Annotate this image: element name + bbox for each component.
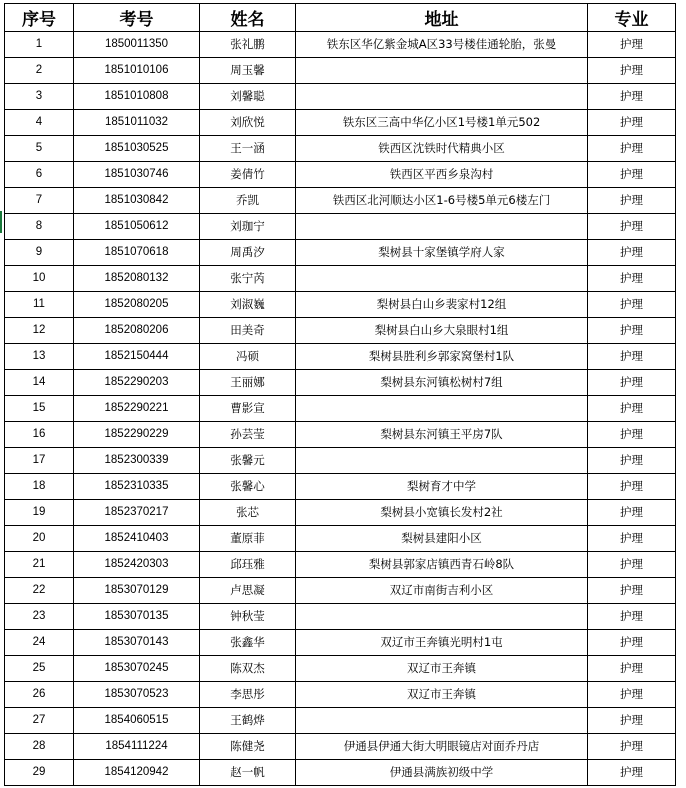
cell-major[interactable]: 护理: [588, 318, 676, 344]
cell-seq[interactable]: 24: [5, 630, 74, 656]
cell-major[interactable]: 护理: [588, 240, 676, 266]
cell-exam-no[interactable]: 1852080206: [74, 318, 200, 344]
cell-major[interactable]: 护理: [588, 552, 676, 578]
cell-address[interactable]: 双辽市南街吉利小区: [296, 578, 588, 604]
cell-name[interactable]: 张芯: [200, 500, 296, 526]
table-row: [5, 448, 676, 474]
cell-major[interactable]: 护理: [588, 136, 676, 162]
cell-name[interactable]: 张馨心: [200, 474, 296, 500]
cell-exam-no[interactable]: 1851050612: [74, 214, 200, 240]
cell-major[interactable]: 护理: [588, 162, 676, 188]
cell-address[interactable]: 双辽市王奔镇: [296, 682, 588, 708]
cell-address[interactable]: 梨树县白山乡大泉眼村1组: [296, 318, 588, 344]
cell-address[interactable]: 铁西区平西乡泉沟村: [296, 162, 588, 188]
cell-major[interactable]: 护理: [588, 526, 676, 552]
cell-name[interactable]: 卢思凝: [200, 578, 296, 604]
cell-name[interactable]: 邱珏雅: [200, 552, 296, 578]
header-row: [5, 4, 676, 32]
cell-address[interactable]: [296, 214, 588, 240]
cell-seq[interactable]: 16: [5, 422, 74, 448]
cell-seq[interactable]: 18: [5, 474, 74, 500]
cell-exam-no[interactable]: 1850011350: [74, 32, 200, 58]
cell-exam-no[interactable]: 1853070129: [74, 578, 200, 604]
cell-major[interactable]: 护理: [588, 474, 676, 500]
cell-exam-no[interactable]: 1853070523: [74, 682, 200, 708]
cell-seq[interactable]: 23: [5, 604, 74, 630]
cell-seq[interactable]: 17: [5, 448, 74, 474]
cell-seq[interactable]: 3: [5, 84, 74, 110]
cell-seq[interactable]: 5: [5, 136, 74, 162]
table-row: [5, 760, 676, 786]
cell-exam-no[interactable]: 1852300339: [74, 448, 200, 474]
cell-major[interactable]: 护理: [588, 760, 676, 786]
cell-exam-no[interactable]: 1852290229: [74, 422, 200, 448]
table-body: [5, 32, 676, 786]
cell-seq[interactable]: 13: [5, 344, 74, 370]
cell-address[interactable]: 梨树县小宽镇长发村2社: [296, 500, 588, 526]
cell-name[interactable]: 冯硕: [200, 344, 296, 370]
cell-exam-no[interactable]: 1851010106: [74, 58, 200, 84]
table-row: [5, 136, 676, 162]
cell-name[interactable]: 刘欣悦: [200, 110, 296, 136]
cell-seq[interactable]: 11: [5, 292, 74, 318]
table-row: [5, 266, 676, 292]
cell-exam-no[interactable]: 1851010808: [74, 84, 200, 110]
table-row: [5, 370, 676, 396]
cell-name[interactable]: 陈双杰: [200, 656, 296, 682]
table-row: [5, 552, 676, 578]
table-row: [5, 344, 676, 370]
cell-name[interactable]: 王丽娜: [200, 370, 296, 396]
cell-exam-no[interactable]: 1851030746: [74, 162, 200, 188]
cell-name[interactable]: 周玉馨: [200, 58, 296, 84]
cell-name[interactable]: 曹影宣: [200, 396, 296, 422]
cell-major[interactable]: 护理: [588, 32, 676, 58]
table-row: [5, 214, 676, 240]
student-table: [4, 3, 676, 786]
cell-name[interactable]: 董原菲: [200, 526, 296, 552]
cell-exam-no[interactable]: 1852370217: [74, 500, 200, 526]
cell-address[interactable]: 梨树县十家堡镇学府人家: [296, 240, 588, 266]
cell-seq[interactable]: 20: [5, 526, 74, 552]
header-seq[interactable]: 序号: [5, 4, 74, 32]
cell-major[interactable]: 护理: [588, 110, 676, 136]
table-row: [5, 396, 676, 422]
cell-exam-no[interactable]: 1852310335: [74, 474, 200, 500]
cell-address[interactable]: 梨树县东河镇王平房7队: [296, 422, 588, 448]
cell-address[interactable]: 梨树县建阳小区: [296, 526, 588, 552]
header-address[interactable]: 地址: [296, 4, 588, 32]
table-row: [5, 500, 676, 526]
cell-seq[interactable]: 9: [5, 240, 74, 266]
cell-exam-no[interactable]: 1853070135: [74, 604, 200, 630]
header-name[interactable]: 姓名: [200, 4, 296, 32]
table-row: [5, 656, 676, 682]
cell-major[interactable]: 护理: [588, 448, 676, 474]
cell-name[interactable]: 刘馨聪: [200, 84, 296, 110]
cell-address[interactable]: [296, 84, 588, 110]
cell-name[interactable]: 孙芸莹: [200, 422, 296, 448]
cell-seq[interactable]: 28: [5, 734, 74, 760]
cell-major[interactable]: 护理: [588, 734, 676, 760]
cell-seq[interactable]: 2: [5, 58, 74, 84]
cell-seq[interactable]: 25: [5, 656, 74, 682]
cell-address[interactable]: 梨树育才中学: [296, 474, 588, 500]
cell-major[interactable]: 护理: [588, 422, 676, 448]
cell-address[interactable]: [296, 448, 588, 474]
cell-seq[interactable]: 19: [5, 500, 74, 526]
cell-address[interactable]: 双辽市王奔镇光明村1屯: [296, 630, 588, 656]
cell-exam-no[interactable]: 1852080132: [74, 266, 200, 292]
cell-major[interactable]: 护理: [588, 58, 676, 84]
cell-exam-no[interactable]: 1853070245: [74, 656, 200, 682]
table-row: [5, 32, 676, 58]
cell-name[interactable]: 赵一帆: [200, 760, 296, 786]
cell-major[interactable]: 护理: [588, 344, 676, 370]
cell-exam-no[interactable]: 1854120942: [74, 760, 200, 786]
cell-major[interactable]: 护理: [588, 266, 676, 292]
cell-exam-no[interactable]: 1851070618: [74, 240, 200, 266]
cell-name[interactable]: 张礼鹏: [200, 32, 296, 58]
cell-name[interactable]: 钟秋莹: [200, 604, 296, 630]
table-row: [5, 318, 676, 344]
cell-name[interactable]: 张鑫华: [200, 630, 296, 656]
cell-exam-no[interactable]: 1852080205: [74, 292, 200, 318]
cell-seq[interactable]: 10: [5, 266, 74, 292]
cell-name[interactable]: 陈健尧: [200, 734, 296, 760]
cell-address[interactable]: 梨树县白山乡裴家村12组: [296, 292, 588, 318]
cell-seq[interactable]: 12: [5, 318, 74, 344]
cell-major[interactable]: 护理: [588, 682, 676, 708]
table-row: [5, 162, 676, 188]
cell-major[interactable]: 护理: [588, 500, 676, 526]
cell-seq[interactable]: 29: [5, 760, 74, 786]
cell-address[interactable]: 伊通县伊通大街大明眼镜店对面乔丹店: [296, 734, 588, 760]
cell-major[interactable]: 护理: [588, 292, 676, 318]
cell-address[interactable]: [296, 396, 588, 422]
cell-major[interactable]: 护理: [588, 604, 676, 630]
cell-name[interactable]: 田美奇: [200, 318, 296, 344]
cell-seq[interactable]: 6: [5, 162, 74, 188]
cell-seq[interactable]: 27: [5, 708, 74, 734]
cell-name[interactable]: 周禹汐: [200, 240, 296, 266]
cell-name[interactable]: 张宁芮: [200, 266, 296, 292]
cell-exam-no[interactable]: 1852290203: [74, 370, 200, 396]
cell-address[interactable]: 伊通县满族初级中学: [296, 760, 588, 786]
table-row: [5, 526, 676, 552]
cell-exam-no[interactable]: 1852410403: [74, 526, 200, 552]
cell-exam-no[interactable]: 1852420303: [74, 552, 200, 578]
cell-seq[interactable]: 7: [5, 188, 74, 214]
table-row: [5, 734, 676, 760]
table-row: [5, 630, 676, 656]
table-row: [5, 84, 676, 110]
cell-exam-no[interactable]: 1854060515: [74, 708, 200, 734]
header-major[interactable]: 专业: [588, 4, 676, 32]
row-marker: [0, 211, 2, 233]
cell-address[interactable]: [296, 58, 588, 84]
cell-major[interactable]: 护理: [588, 188, 676, 214]
cell-major[interactable]: 护理: [588, 84, 676, 110]
table-row: [5, 708, 676, 734]
header-exam-no[interactable]: 考号: [74, 4, 200, 32]
cell-exam-no[interactable]: 1851011032: [74, 110, 200, 136]
table-row: [5, 682, 676, 708]
cell-exam-no[interactable]: 1851030525: [74, 136, 200, 162]
cell-major[interactable]: 护理: [588, 656, 676, 682]
cell-seq[interactable]: 26: [5, 682, 74, 708]
cell-major[interactable]: 护理: [588, 370, 676, 396]
cell-seq[interactable]: 15: [5, 396, 74, 422]
cell-address[interactable]: 梨树县东河镇松树村7组: [296, 370, 588, 396]
cell-name[interactable]: 乔凯: [200, 188, 296, 214]
cell-name[interactable]: 刘淑巍: [200, 292, 296, 318]
cell-seq[interactable]: 22: [5, 578, 74, 604]
cell-exam-no[interactable]: 1854111224: [74, 734, 200, 760]
cell-major[interactable]: 护理: [588, 708, 676, 734]
cell-exam-no[interactable]: 1853070143: [74, 630, 200, 656]
cell-address[interactable]: 铁东区三高中华亿小区1号楼1单元502: [296, 110, 588, 136]
cell-exam-no[interactable]: 1852150444: [74, 344, 200, 370]
cell-seq[interactable]: 4: [5, 110, 74, 136]
table-row: [5, 240, 676, 266]
cell-major[interactable]: 护理: [588, 214, 676, 240]
table-row: [5, 604, 676, 630]
cell-name[interactable]: 姜倩竹: [200, 162, 296, 188]
cell-name[interactable]: 王一涵: [200, 136, 296, 162]
cell-name[interactable]: 王鹤烨: [200, 708, 296, 734]
table-row: [5, 58, 676, 84]
cell-address[interactable]: 铁西区北河顺达小区1-6号楼5单元6楼左门: [296, 188, 588, 214]
table-row: [5, 474, 676, 500]
cell-address[interactable]: 梨树县胜利乡郭家窝堡村1队: [296, 344, 588, 370]
table-row: [5, 292, 676, 318]
cell-address[interactable]: 梨树县郭家店镇西青石岭8队: [296, 552, 588, 578]
cell-name[interactable]: 张馨元: [200, 448, 296, 474]
cell-seq[interactable]: 1: [5, 32, 74, 58]
cell-major[interactable]: 护理: [588, 396, 676, 422]
cell-address[interactable]: 双辽市王奔镇: [296, 656, 588, 682]
cell-major[interactable]: 护理: [588, 630, 676, 656]
cell-name[interactable]: 李思彤: [200, 682, 296, 708]
cell-address[interactable]: 铁西区沈铁时代精典小区: [296, 136, 588, 162]
cell-address[interactable]: [296, 266, 588, 292]
cell-seq[interactable]: 21: [5, 552, 74, 578]
table-row: [5, 578, 676, 604]
cell-exam-no[interactable]: 1852290221: [74, 396, 200, 422]
cell-seq[interactable]: 8: [5, 214, 74, 240]
cell-address[interactable]: [296, 708, 588, 734]
cell-address[interactable]: 铁东区华亿紫金城A区33号楼佳通轮胎，张曼: [296, 32, 588, 58]
cell-seq[interactable]: 14: [5, 370, 74, 396]
table-row: [5, 188, 676, 214]
cell-major[interactable]: 护理: [588, 578, 676, 604]
cell-exam-no[interactable]: 1851030842: [74, 188, 200, 214]
table-row: [5, 110, 676, 136]
table-row: [5, 422, 676, 448]
cell-address[interactable]: [296, 604, 588, 630]
cell-name[interactable]: 刘珈宁: [200, 214, 296, 240]
